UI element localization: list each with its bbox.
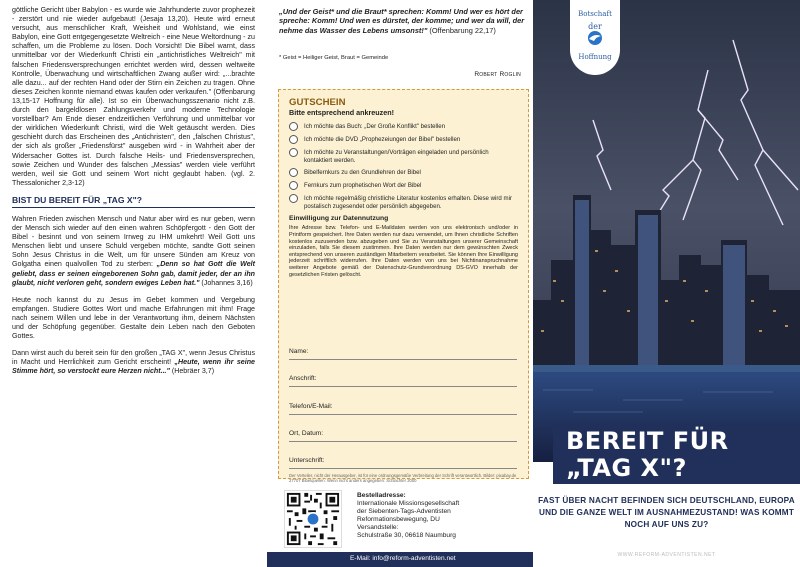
revelation-quote (279, 7, 527, 35)
website-url[interactable]: WWW.REFORM-ADVENTISTEN.NET (617, 552, 716, 558)
phone-email-field[interactable]: Telefon/E-Mail: (289, 403, 517, 415)
address-line: Internationale Missionsgesellschaft (357, 500, 460, 507)
address-line: Versandstelle: (357, 524, 399, 531)
address-line: Schulstraße 30, 06618 Naumburg (357, 532, 456, 539)
place-date-field[interactable]: Ort, Datum: (289, 430, 517, 442)
cover-title-line1: BEREIT FÜR (566, 427, 729, 455)
paragraph-peace-text: Wahren Frieden zwischen Mensch und Natur aber wird es nur geben, wenn der Mensch sich wieder auf den einen wahren Schöpfergott - den Gott der Bibel - besinnt und von seinem Irrweg zu IHM umkehrt! Weil Gott uns Menschen liebt und unsere Schuld vergeben möchte, sandte Gott seinen Sohn Jesus Christus in die Welt, um für unsere Sünden am Kreuz von Golgatha einen qualvollen Tod zu sterben: (12, 214, 255, 269)
hebrews-ref: (Hebräer 3,7) (169, 367, 215, 376)
option-label: Fernkurs zum prophetischen Wort der Bibel (304, 182, 422, 190)
address-line: Reformationsbewegung, DU (357, 516, 440, 523)
cover-tagline: FAST ÜBER NACHT BEFINDEN SICH DEUTSCHLAND, EUROPA UND DIE GANZE WELT IM AUSNAHMEZUSTAND! WAS KOMMT NOCH AUF UNS ZU? (538, 496, 795, 529)
voucher-form (278, 89, 529, 479)
option-label: Ich möchte die DVD „Prophezeiungen der Bibel" bestellen (304, 136, 461, 143)
option-label: Ich möchte regelmäßig christliche Literatur kostenlos erhalten. Diese wird mir postalisch zugesendet oder persönlich abgegeben. (304, 195, 512, 210)
option-label: Ich möchte das Buch: „Der Große Konflikt" bestellen (304, 123, 446, 130)
order-heading: Bestelladresse: (357, 492, 406, 499)
city-storm-image (533, 0, 800, 462)
logo-text-bottom: Hoffnung (578, 53, 612, 61)
middle-column (267, 0, 533, 567)
paragraph-peace (12, 215, 255, 288)
paragraph-ready (12, 349, 255, 376)
option-literature[interactable] (289, 195, 518, 210)
section-heading: BIST DU BEREIT FÜR „TAG X"? (12, 196, 255, 208)
cover-title (553, 424, 800, 484)
john-ref: (Johannes 3,16) (199, 278, 253, 287)
order-address (357, 492, 459, 540)
voucher-subtitle: Bitte entsprechend ankreuzen! (289, 108, 395, 117)
checkbox-circle[interactable] (289, 194, 298, 203)
checkbox-circle[interactable] (289, 135, 298, 144)
logo (570, 0, 620, 75)
email-bar[interactable]: E-Mail: info@reform-adventisten.net (267, 552, 533, 567)
consent-heading: Einwilligung zur Datennutzung (289, 215, 389, 223)
option-events[interactable] (289, 149, 518, 164)
address-line: der Siebenten-Tags-Adventisten (357, 508, 451, 515)
address-field[interactable]: Anschrift: (289, 375, 517, 387)
signature-field[interactable]: Unterschrift: (289, 457, 517, 469)
logo-text-top: Botschaft (578, 10, 612, 18)
voucher-footer: Der Verteiler, nicht der Herausgeber, ist für eine ordnungsgemäße Verbreitung der Schrift verantwortlich. Bilder: pixabay.de 27707 Bibelquellen: Wenn nicht anders angegeben: Schlachter 2000 (289, 473, 517, 483)
author-name: Robert Roglin (474, 71, 521, 78)
checkbox-circle[interactable] (289, 168, 298, 177)
qr-code-icon[interactable] (284, 490, 342, 548)
paragraph-ready-text: Dann wirst auch du bereit sein für den großen „TAG X", wenn Jesus Christus in Macht und Herrlichkeit zum Gericht erscheint! (12, 349, 255, 367)
checkbox-circle[interactable] (289, 148, 298, 157)
cover-title-line2: „TAG X"? (566, 454, 687, 482)
paragraph-prayer: Heute noch kannst du zu Jesus im Gebet kommen und Vergebung empfangen. Studiere Gottes Wort und mache Erfahrungen mit ihm! Frage nach seinem Willen und lebe in der Verantwortung ihm, deinem Nächsten und der Schöpfung gegenüber. Gestalte dein Leben nach den Geboten Gottes. (12, 295, 255, 341)
option-label: Ich möchte zu Veranstaltungen/Vorträgen eingeladen und persönlich kontaktiert werden. (304, 149, 489, 164)
option-label: Bibelfernkurs zu den Grundlehren der Bibel (304, 169, 421, 177)
voucher-title: GUTSCHEIN (289, 97, 346, 108)
checkbox-circle[interactable] (289, 122, 298, 131)
footnote: * Geist = Heiliger Geist, Braut = Gemeinde (279, 55, 389, 61)
checkbox-circle[interactable] (289, 181, 298, 190)
dove-icon (584, 30, 606, 46)
logo-text-mid: der (588, 22, 602, 31)
name-field[interactable]: Name: (289, 348, 517, 360)
revelation-quote-ref: (Offenbarung 22,17) (427, 25, 496, 35)
intro-paragraph: göttliche Gericht über Babylon - es wurde wie Jahrhunderte zuvor prophezeit - zerstört und nie wieder aufgebaut! (Jesaja 13,20). Heute wird erneut versucht, aus menschlicher Kraft, Weisheit und Wohlstand, wie einst Babylon, eine Gott entgegengesetzte Weltreich - eine Neue Weltordnung - zu schaffen, um die Probleme zu lösen. Doch Vorsicht! Die Bibel warnt, dass unmittelbar vor der Wiederkunft Christi ein „antichristliches Weltreich" mit falschen Friedensversprechungen errichtet werden wird, dessen weltweite Kontrolle, Überwachung und wirtschaftlichen Zwang außer wird: „...brachte alle dazu... auf der rechten Hand oder der Stirn ein Zeichen zu tragen. Ohne dieses Zeichen konnte niemand etwas kaufen oder verkaufen." (Offenbarung 13,15-17 Hoffnung für alle). Ist so ein Überwachungsszenario nicht z.B. durch den bargeldlosen Zahlungsverkehr und moderne Technologie vorstellbar? Am Ende dieser endzeitlichen Verführung und unmittelbar vor der wirklichen Wiederkunft Christi, wird die Welt getäuscht werden. Dies geschieht durch das Erscheinen des „Antichristen", den „falschen Christus", der sich als großer „Friedensfürst" ausgeben wird - in Wahrheit aber der Widersacher Gottes ist. Durch falsche Heils- und Friedensversprechen, sowie Zeichen und Wunder des falschen „Messias" werden viele verführt werden, weil sie Gott und seinem Wort nicht geglaubt haben. (vgl. 2. Thessalonicher 2,3-12) (12, 6, 255, 187)
john-quote: „Denn so hat Gott die Welt geliebt, dass er seinen eingeborenen Sohn gab, damit jeder, der an ihn glaubt, nicht verloren geht, sondern ewiges Leben hat." (12, 260, 255, 287)
option-book[interactable] (289, 123, 518, 131)
cover-panel (533, 0, 800, 567)
left-column (0, 0, 267, 567)
consent-text: Ihre Adresse bzw. Telefon- und E-Maildaten werden von uns elektronisch und/oder in Printform gespeichert. Ihre Daten werden nur dazu verwendet, um Ihnen christliche Schriften kostenlos zuzusenden bzw. abzugeben und Sie zu Veranstaltungen unserer Gemeinschaft einzuladen, falls Sie diesem zustimmen. Ihre Daten werden nur dem gewünschten Zweck entsprechend von unseren zuständigen Mitarbeitern verarbeitet. Sie können Ihre Einwilligung jederzeit schriftlich widerrufen. Ihre Daten werden von uns bei Nichtinanspruchnahme weiterer Angebote gemäß der Datenschutz-Grundverordnung DS-GVO innerhalb der gesetzlichen Fristen gelöscht. (289, 225, 518, 278)
option-dvd[interactable] (289, 136, 518, 144)
option-prophetic-course[interactable] (289, 182, 518, 190)
hebrews-quote: „Heute, wenn ihr seine Stimme hört, so verstockt eure Herzen nicht..." (12, 358, 255, 376)
revelation-quote-text: „Und der Geist* und die Braut* sprechen: Komm! Und wer es hört der spreche: Komm! Und wen es dürstet, der komme; und wer da will, der nehme das Wasser des Lebens umsonst!" (279, 7, 525, 35)
order-area (267, 488, 533, 567)
option-bible-course[interactable] (289, 169, 518, 177)
